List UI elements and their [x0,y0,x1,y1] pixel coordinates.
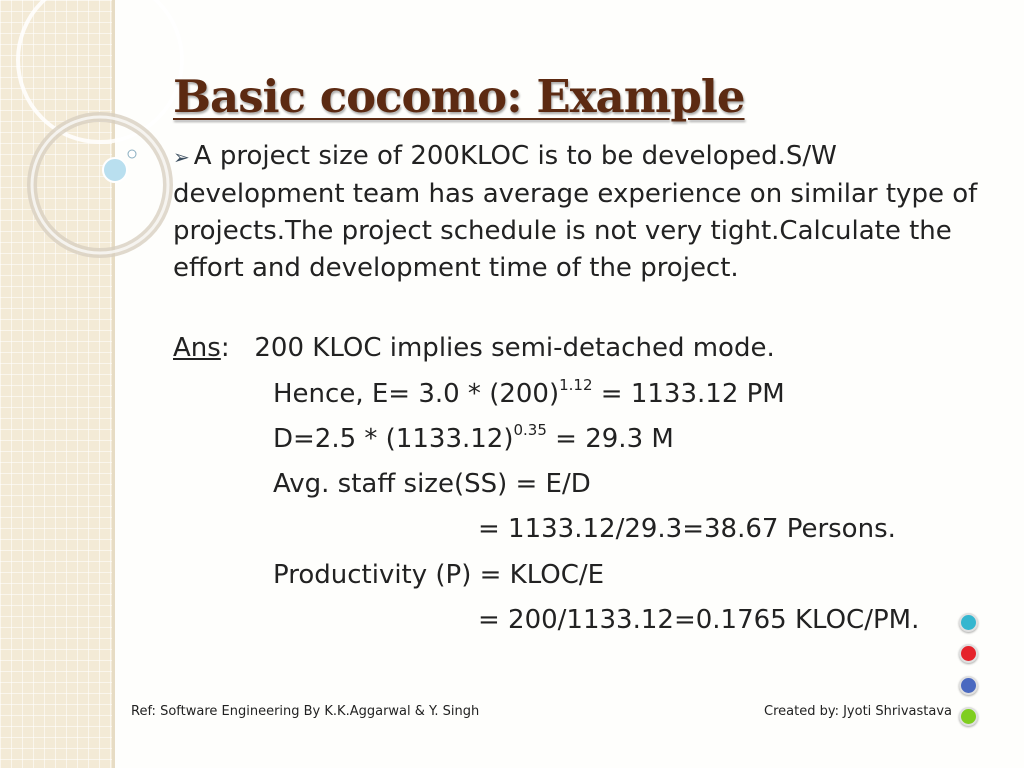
green-dot-icon [959,707,978,726]
blue-bubble-icon [103,158,127,182]
productivity-result: = 200/1133.12=0.1765 KLOC/PM. [478,605,920,635]
productivity-line: Productivity (P) = KLOC/E [273,560,605,590]
footer-credit: Created by: Jyoti Shrivastava [764,704,953,719]
dev-time-formula [273,421,674,458]
ans-label: Ans [173,333,221,363]
footer-reference: Ref: Software Engineering By K.K.Aggarwal & Y. Singh [131,704,480,719]
question-paragraph [173,138,983,287]
staff-size-line: Avg. staff size(SS) = E/D [273,469,591,499]
answer-line [173,330,775,367]
dev-lhs: D=2.5 * (1133.12) [273,424,514,454]
ans-colon: : [220,333,230,363]
blue-dot-icon [959,676,978,695]
slide-title: Basic cocomo: Example [173,70,745,123]
red-dot-icon [959,644,978,663]
arrow-bullet-icon: ➢ [173,145,190,169]
small-bubble-icon [128,150,136,158]
dev-rhs: = 29.3 M [546,424,674,454]
effort-exponent: 1.12 [559,376,593,394]
effort-lhs: Hence, E= 3.0 * (200) [273,379,560,409]
dev-exponent: 0.35 [513,421,547,439]
staff-size-result: = 1133.12/29.3=38.67 Persons. [478,514,896,544]
effort-formula [273,376,785,413]
cyan-dot-icon [959,613,978,632]
ans-text: 200 KLOC implies semi-detached mode. [254,333,775,363]
question-text: A project size of 200KLOC is to be developed.S/W development team has average experience on similar type of projects.The project schedule is not very tight.Calculate the effort and development time of the project. [173,141,978,283]
decorative-rings [0,0,200,260]
effort-rhs: = 1133.12 PM [592,379,785,409]
